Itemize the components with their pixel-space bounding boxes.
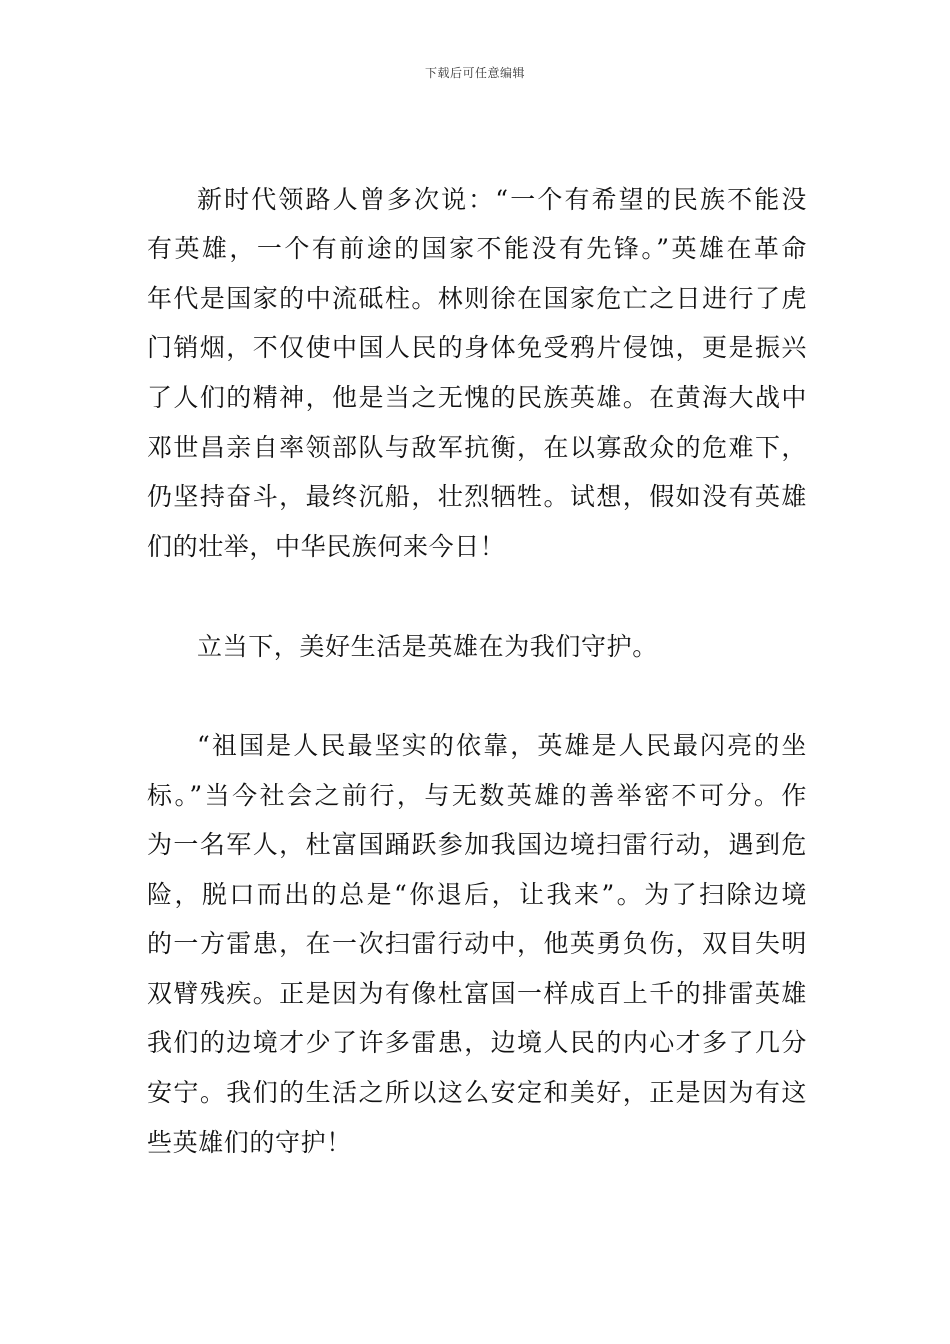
paragraph-line: 新时代领路人曾多次说：“一个有希望的民族不能没	[197, 185, 807, 214]
paragraph-line: 标。”当今社会之前行，与无数英雄的善举密不可分。作	[147, 781, 807, 810]
paragraph-line: 双臂残疾。正是因为有像杜富国一样成百上千的排雷英雄	[147, 979, 807, 1008]
paragraph-line: 立当下，美好生活是英雄在为我们守护。	[197, 632, 658, 661]
paragraph-line: 门销烟，不仅使中国人民的身体免受鸦片侵蚀，更是振兴	[147, 333, 807, 362]
paragraph-line: 年代是国家的中流砥柱。林则徐在国家危亡之日进行了虎	[147, 284, 807, 313]
paragraph-line: 有英雄，一个有前途的国家不能没有先锋。”英雄在革命	[147, 234, 807, 263]
paragraph-line: “祖国是人民最坚实的依靠，英雄是人民最闪亮的坐	[197, 731, 807, 760]
paragraph-line: 险，脱口而出的总是“你退后，让我来”。为了扫除边境	[147, 880, 807, 909]
paragraph-line: 仍坚持奋斗，最终沉船，壮烈牺牲。试想，假如没有英雄	[147, 482, 807, 511]
paragraph-line: 我们的边境才少了许多雷患，边境人民的内心才多了几分	[147, 1028, 807, 1057]
paragraph-line: 的一方雷患，在一次扫雷行动中，他英勇负伤，双目失明	[147, 929, 807, 958]
paragraph-line: 安宁。我们的生活之所以这么安定和美好，正是因为有这	[147, 1078, 807, 1107]
paragraph-line: 些英雄们的守护！	[147, 1128, 352, 1157]
paragraph-line: 们的壮举，中华民族何来今日！	[147, 532, 506, 561]
paragraph-line: 为一名军人，杜富国踊跃参加我国边境扫雷行动，遇到危	[147, 830, 807, 859]
header-note: 下载后可任意编辑	[424, 66, 525, 80]
paragraph-line: 邓世昌亲自率领部队与敌军抗衡，在以寡敌众的危难下，	[147, 433, 807, 462]
paragraph-line: 了人们的精神，他是当之无愧的民族英雄。在黄海大战中	[147, 383, 807, 412]
